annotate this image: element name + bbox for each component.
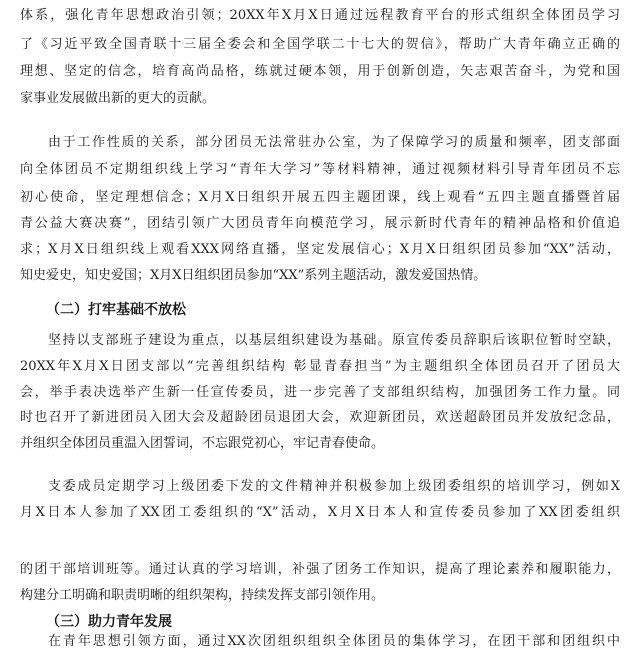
section-heading: （三）助力青年发展	[46, 614, 172, 630]
paragraph-line: 体系，强化青年思想政治引领；20XX年X月X日通过远程教育平台的形式组织全体团员学习	[20, 8, 620, 23]
paragraph-line: 向全体团员不定期组织线上学习“青年大学习”等材料精神，通过视频材料引导青年团员不忘	[20, 162, 620, 177]
paragraph-line: 的团干部培训班等。通过认真的学习培训，补强了团务工作知识，提高了理论素养和履职能力，	[20, 562, 620, 577]
paragraph-line: 初心使命，坚定理想信念；X月X日组织开展五四主题团课，线上观看“五四主题直播暨首届	[20, 190, 620, 205]
paragraph-line: 构建分工明确和职责明晰的组织架构，持续发挥支部引领作用。	[20, 588, 385, 603]
paragraph-line: 坚持以支部班子建设为重点，以基层组织建设为基础。原宣传委员辞职后该职位暂时空缺，	[48, 333, 620, 348]
paragraph-line: 求；X月X日组织线上观看XXX网络直播，坚定发展信心；X月X日组织团员参加“XX”活动，	[20, 242, 620, 257]
paragraph-line: 会，举手表决选举产生新一任宣传委员，进一步完善了支部组织结构，加强团务工作力量。同	[20, 385, 620, 400]
section-heading: （二）打牢基础不放松	[46, 302, 186, 318]
paragraph-line: 知史爱史，知史爱国；X月X日组织团员参加“XX”系列主题活动，激发爱国热情。	[20, 268, 487, 283]
paragraph-line: 在青年思想引领方面，通过XX次团组织组织全体团员的集体学习，在团干部和团组织中	[48, 634, 620, 649]
paragraph-line: 20XX年X月X日团支部以“完善组织结构 彰显青春担当”为主题组织全体团员召开了团员大	[20, 359, 620, 374]
paragraph-line: 了《习近平致全国青联十三届全委会和全国学联二十七大的贺信》，帮助广大青年确立正确的	[20, 37, 620, 52]
paragraph-line: 理想、坚定的信念，培育高尚品格，练就过硬本领，用于创新创造，矢志艰苦奋斗，为党和国	[20, 64, 620, 79]
paragraph-line: 时也召开了新进团员入团大会及超龄团员退团大会，欢迎新团员，欢送超龄团员并发放纪念品，	[20, 410, 620, 425]
paragraph-line: 家事业发展做出新的更大的贡献。	[20, 91, 216, 106]
paragraph-line: 由于工作性质的关系，部分团员无法常驻办公室，为了保障学习的质量和频率，团支部面	[48, 135, 620, 150]
paragraph-line: 月X日本人参加了XX团工委组织的“X”活动，X月X日本人和宣传委员参加了XX团委组织	[20, 505, 620, 520]
paragraph-line: 青公益大赛决赛”，团结引领广大团员青年向模范学习，展示新时代青年的精神品格和价值追	[20, 216, 620, 231]
paragraph-line: 并组织全体团员重温入团誓词，不忘跟党初心，牢记青春使命。	[20, 436, 385, 451]
paragraph-line: 支委成员定期学习上级团委下发的文件精神并积极参加上级团委组织的培训学习，例如X	[48, 479, 620, 494]
